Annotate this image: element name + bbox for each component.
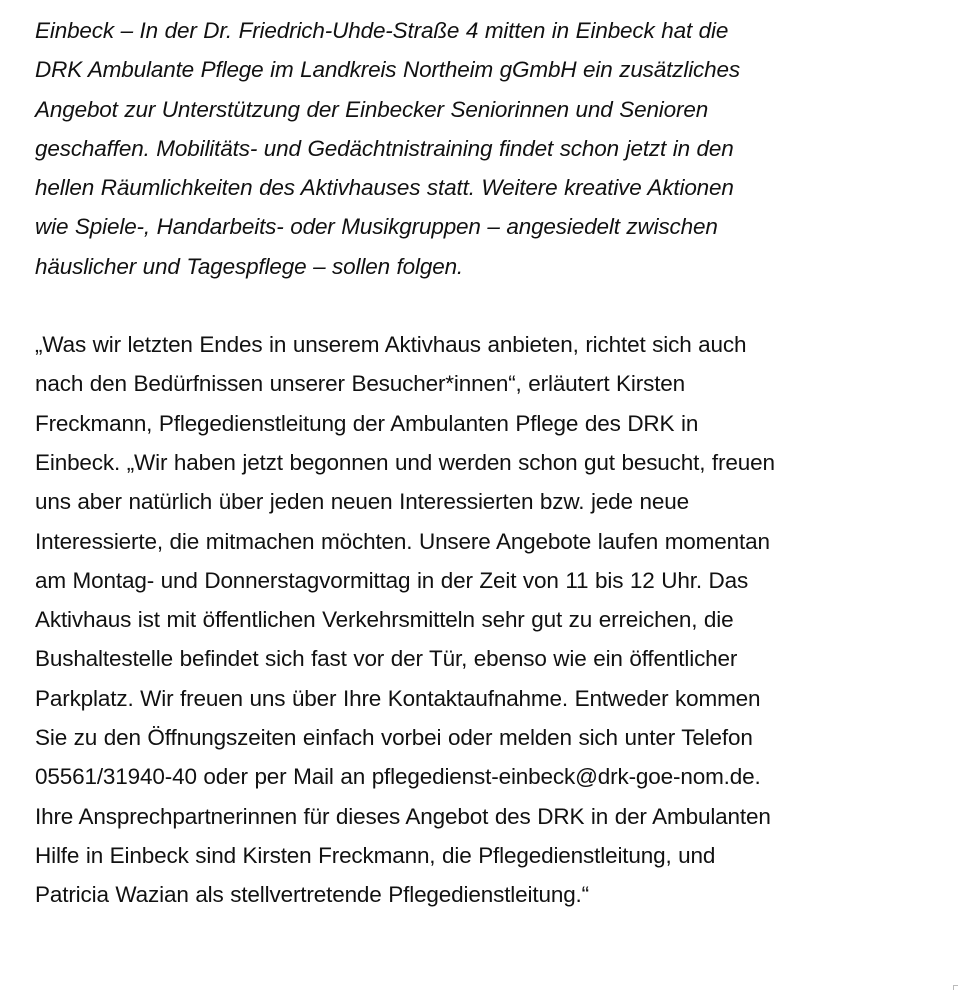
body-line: Bushaltestelle befindet sich fast vor der Tür, ebenso wie ein öffentlicher: [35, 646, 738, 672]
body-line: Ihre Ansprechpartnerinnen für dieses Angebot des DRK in der Ambulanten: [35, 803, 771, 829]
lead-line: wie Spiele-, Handarbeits- oder Musikgruppen – angesiedelt zwischen: [35, 214, 718, 240]
body-line: 05561/31940-40 oder per Mail an pflegedienst-einbeck@drk-goe-nom.de.: [35, 764, 761, 790]
body-line: Freckmann, Pflegedienstleitung der Ambulanten Pflege des DRK in: [35, 410, 699, 436]
body-line: Aktivhaus ist mit öffentlichen Verkehrsmitteln sehr gut zu erreichen, die: [35, 607, 734, 633]
paragraph-spacer: [35, 286, 935, 325]
lead-line: häuslicher und Tagespflege – sollen folgen.: [35, 253, 464, 279]
lead-line: DRK Ambulante Pflege im Landkreis Northeim gGmbH ein zusätzliches: [35, 57, 740, 83]
corner-mark: [953, 985, 958, 990]
body-line: Einbeck. „Wir haben jetzt begonnen und werden schon gut besucht, freuen: [35, 449, 775, 475]
body-line: nach den Bedürfnissen unserer Besucher*innen“, erläutert Kirsten: [35, 371, 686, 397]
lead-line: Einbeck – In der Dr. Friedrich-Uhde-Straße 4 mitten in Einbeck hat die: [35, 18, 729, 43]
body-line: Parkplatz. Wir freuen uns über Ihre Kontaktaufnahme. Entweder kommen: [35, 685, 761, 711]
lead-line: hellen Räumlichkeiten des Aktivhauses statt. Weitere kreative Aktionen: [35, 175, 734, 201]
body-paragraph: [35, 325, 935, 914]
lead-line: Angebot zur Unterstützung der Einbecker Seniorinnen und Senioren: [35, 96, 709, 122]
body-line: Hilfe in Einbeck sind Kirsten Freckmann, die Pflegedienstleitung, und: [35, 842, 716, 868]
body-line: am Montag- und Donnerstagvormittag in der Zeit von 11 bis 12 Uhr. Das: [35, 567, 749, 593]
body-line: Interessierte, die mitmachen möchten. Unsere Angebote laufen momentan: [35, 528, 770, 554]
lead-line: geschaffen. Mobilitäts- und Gedächtnistraining findet schon jetzt in den: [35, 135, 734, 161]
lead-paragraph: [35, 11, 935, 286]
body-line: Sie zu den Öffnungszeiten einfach vorbei oder melden sich unter Telefon: [35, 725, 753, 751]
body-line: „Was wir letzten Endes in unserem Aktivhaus anbieten, richtet sich auch: [35, 332, 747, 358]
body-line: Patricia Wazian als stellvertretende Pflegedienstleitung.“: [35, 882, 589, 908]
article: [35, 11, 935, 915]
body-line: uns aber natürlich über jeden neuen Interessierten bzw. jede neue: [35, 489, 689, 515]
